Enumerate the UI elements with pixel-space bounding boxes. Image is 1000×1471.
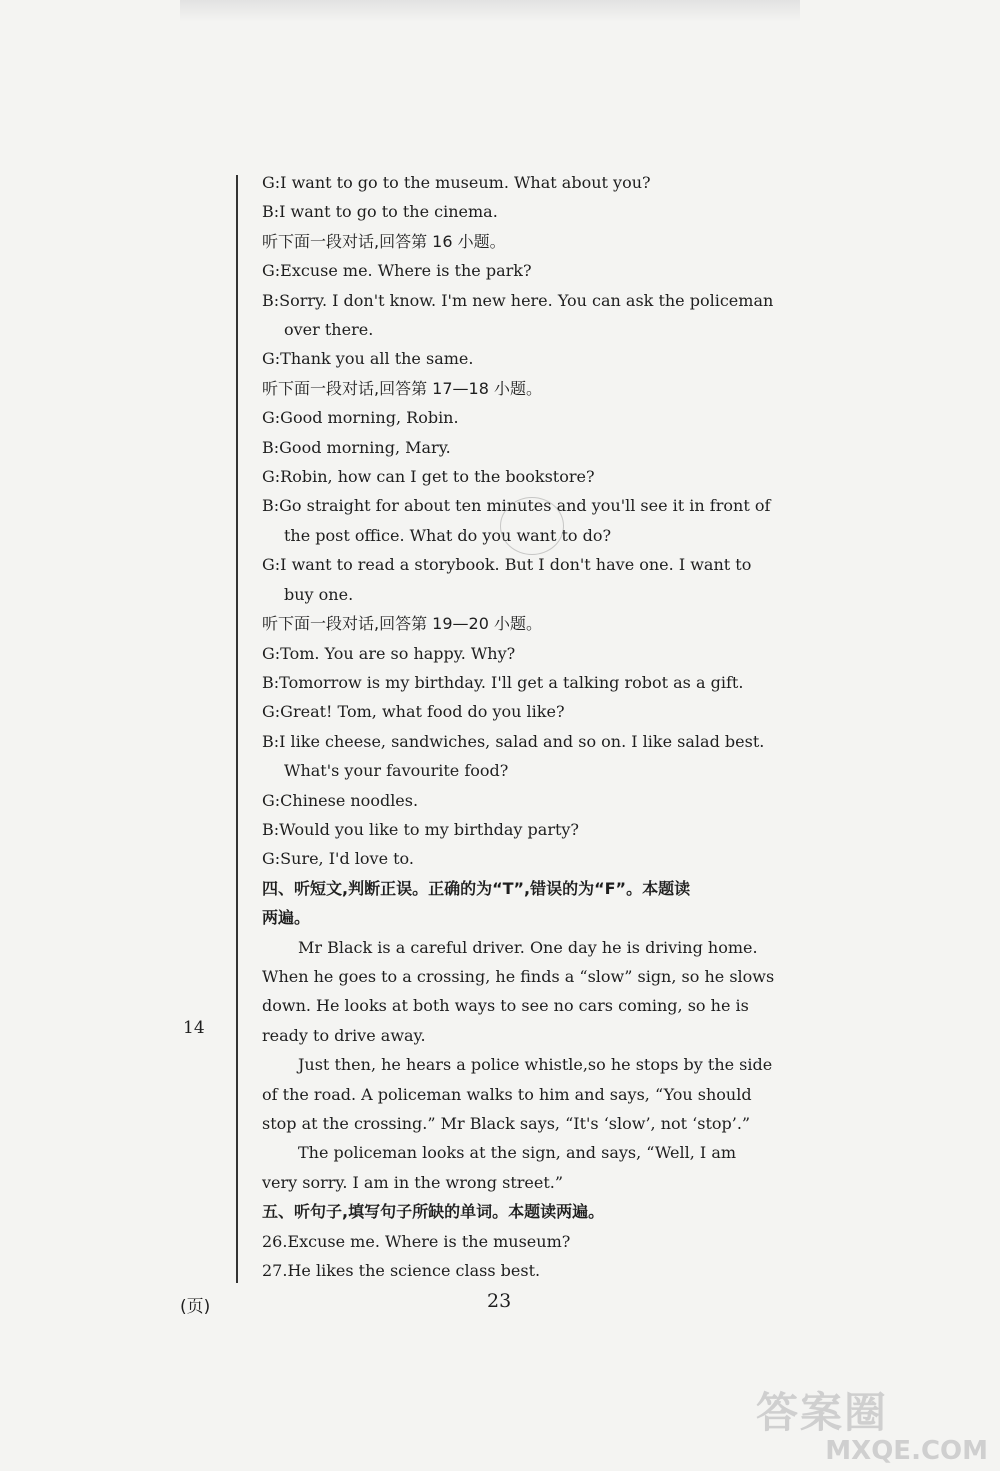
instruction-line: 听下面一段对话,回答第 16 小题。 — [262, 231, 506, 251]
dialogue-line: buy one. — [284, 584, 354, 604]
dialogue-line: B:I like cheese, sandwiches, salad and so on. I like salad best. — [262, 731, 765, 751]
dialogue-line: What's your favourite food? — [284, 761, 509, 781]
dialogue-line: B:Good morning, Mary. — [262, 437, 451, 457]
passage-line: stop at the crossing.” Mr Black says, “It's ‘slow’, not ‘stop’.” — [262, 1114, 751, 1133]
page-side-label — [180, 1292, 210, 1317]
watermark-logo — [756, 1380, 988, 1466]
page-side-text: 页) — [186, 1297, 211, 1317]
instruction-line: 听下面一段对话,回答第 19—20 小题。 — [262, 614, 542, 634]
passage-line: Mr Black is a careful driver. One day he is driving home. — [298, 937, 758, 957]
left-bracket-glyph: ( — [180, 1297, 187, 1317]
passage-paragraph-2 — [262, 1050, 798, 1138]
passage-paragraph-1 — [262, 933, 798, 1051]
passage-line: down. He looks at both ways to see no cars coming, so he is — [262, 996, 749, 1016]
scan-top-shadow — [180, 0, 800, 22]
dialogue-line: B:Would you like to my birthday party? — [262, 819, 580, 839]
passage-line: very sorry. I am in the wrong street.” — [262, 1172, 564, 1192]
dialogue-line: G:Good morning, Robin. — [262, 408, 459, 428]
dialogue-line: B:Tomorrow is my birthday. I'll get a talking robot as a gift. — [262, 672, 744, 692]
dialogue-line: the post office. What do you want to do? — [284, 525, 612, 545]
instruction-line: 听下面一段对话,回答第 17—18 小题。 — [262, 378, 542, 398]
passage-line: When he goes to a crossing, he finds a “slow” sign, so he slows — [262, 966, 775, 986]
dialogue-line: G:I want to read a storybook. But I don't have one. I want to — [262, 555, 752, 575]
section4-heading-line1: 四、听短文,判断正误。正确的为“T”,错误的为“F”。本题读 — [262, 878, 691, 898]
dialogue-line: B:I want to go to the cinema. — [262, 202, 498, 222]
question-item-26: 26.Excuse me. Where is the museum? — [262, 1231, 571, 1251]
dialogue-line: G:Tom. You are so happy. Why? — [262, 643, 516, 663]
passage-line: ready to drive away. — [262, 1025, 426, 1045]
dialogue-line: G:Great! Tom, what food do you like? — [262, 702, 565, 722]
passage-line: Just then, he hears a police whistle,so he stops by the side — [298, 1055, 773, 1075]
dialogue-line: G:Sure, I'd love to. — [262, 849, 414, 869]
watermark-title: 答案圈 — [756, 1388, 889, 1437]
dialogue-line: G:Chinese noodles. — [262, 790, 419, 810]
dialogue-line: G:I want to go to the museum. What about you? — [262, 173, 651, 192]
dialogue-line: G:Excuse me. Where is the park? — [262, 261, 532, 281]
question-item-27: 27.He likes the science class best. — [262, 1261, 541, 1281]
dialogue-line: G:Robin, how can I get to the bookstore? — [262, 467, 595, 487]
dialogue-line: B:Sorry. I don't know. I'm new here. You can ask the policeman — [262, 290, 774, 310]
passage-paragraph-3 — [262, 1138, 798, 1197]
margin-rule — [236, 175, 238, 1283]
passage-line: of the road. A policeman walks to him and says, “You should — [262, 1084, 752, 1104]
section4-heading-line2: 两遍。 — [262, 908, 311, 928]
page-number: 23 — [487, 1290, 512, 1312]
faint-stamp-mark — [500, 497, 564, 555]
dialogue-line: G:Thank you all the same. — [262, 349, 474, 369]
page-content — [262, 168, 798, 1285]
watermark-url: MXQE.COM — [825, 1436, 988, 1466]
passage-line: The policeman looks at the sign, and says, “Well, I am — [298, 1143, 737, 1163]
dialogue-line: B:Go straight for about ten minutes and you'll see it in front of — [262, 496, 771, 516]
dialogue-line: over there. — [284, 320, 374, 340]
margin-page-number: 14 — [183, 1018, 205, 1038]
section5-heading: 五、听句子,填写句子所缺的单词。本题读两遍。 — [262, 1202, 605, 1222]
